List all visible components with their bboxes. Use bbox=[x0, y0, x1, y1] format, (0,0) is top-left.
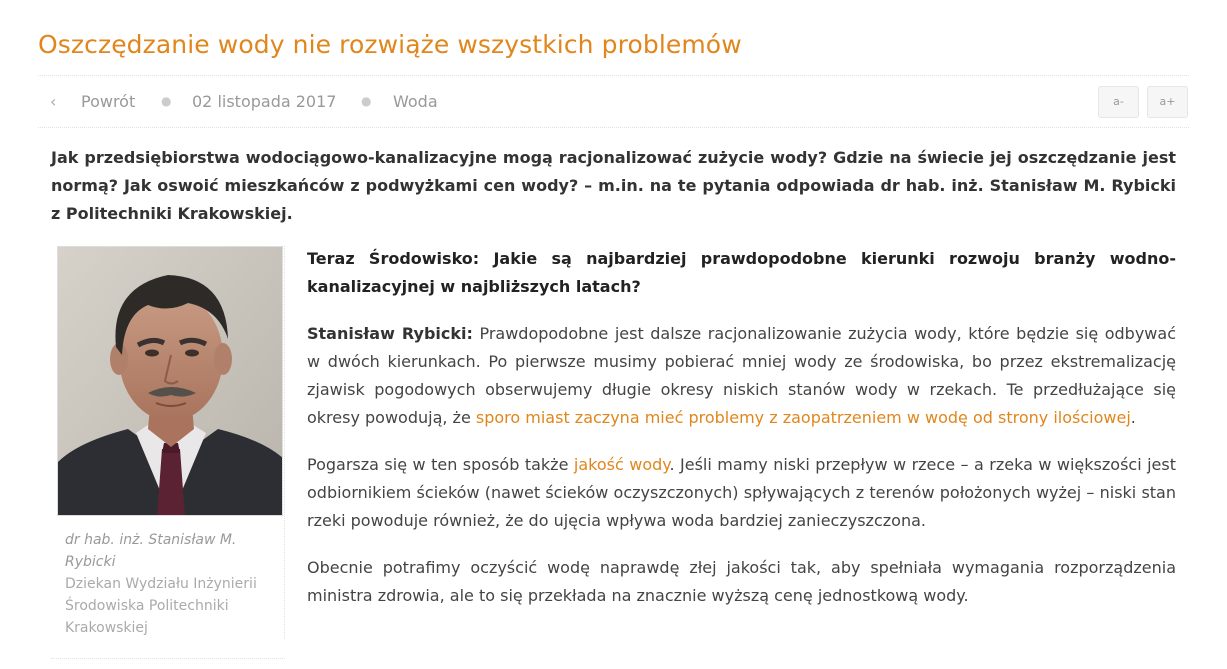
body-paragraph bbox=[307, 451, 1176, 535]
caption-role: Dziekan Wydziału Inżynierii Środowiska Politechniki Krakowskiej bbox=[65, 576, 257, 636]
answer-paragraph bbox=[307, 320, 1176, 432]
paragraph-text: . Jeśli mamy niski przepływ w rzece – a rzeka w większości jest odbiornikiem ścieków (nawet ścieków oczyszczonych) spływających z terenów położonych wyżej – niski stan rzeki powoduje również, że do ujęcia wpływa woda bardziej zanieczyszczona. bbox=[307, 455, 1177, 530]
inline-link-water-quality[interactable]: jakość wody bbox=[573, 455, 670, 474]
body-paragraph: Obecnie potrafimy oczyścić wodę naprawdę złej jakości tak, aby spełniała wymagania rozporządzenia ministra zdrowia, ale to się przekłada na znacznie wyższą cenę jednostkową wody. bbox=[307, 558, 1176, 605]
paragraph-text: Pogarsza się w ten sposób także bbox=[307, 455, 574, 474]
divider bbox=[51, 658, 285, 659]
inline-link-water-supply[interactable]: sporo miast zaczyna mieć problemy z zaopatrzeniem w wodę od strony ilościowej bbox=[475, 408, 1131, 427]
font-decrease-button[interactable]: a- bbox=[1098, 86, 1139, 118]
photo-caption bbox=[51, 516, 284, 639]
article-body bbox=[307, 245, 1176, 629]
back-link[interactable]: Powrót bbox=[81, 92, 136, 111]
author-photo bbox=[57, 246, 283, 516]
author-photo-box bbox=[51, 246, 285, 639]
category-link[interactable]: Woda bbox=[393, 92, 438, 111]
article-date: 02 listopada 2017 bbox=[192, 92, 337, 111]
paragraph-text: . bbox=[1130, 408, 1136, 427]
paragraph-text: Prawdopodobne jest dalsze racjonalizowanie zużycia wody, które będzie się odbywać w dwóch kierunkach. Po pierwsze musimy pobierać mniej wody ze środowiska, bo przez ekstremalizację zjawisk pogodowych obserwujemy długie okresy niskich stanów wody w rzekach. Te przedłużające się okresy powodują, że bbox=[307, 324, 1176, 427]
separator-dot-icon: ● bbox=[161, 94, 172, 108]
speaker-name: Stanisław Rybicki: bbox=[307, 324, 473, 343]
article-lead: Jak przedsiębiorstwa wodociągowo-kanalizacyjne mogą racjonalizować zużycie wody? Gdzie na świecie jej oszczędzanie jest normą? Jak oswoić mieszkańców z podwyżkami cen wody? – m.in. na te pytania odpowiada dr hab. inż. Stanisław M. Rybicki z Politechniki Krakowskiej. bbox=[51, 148, 1176, 223]
article-meta-bar bbox=[38, 75, 1189, 128]
chevron-left-icon[interactable]: ‹ bbox=[50, 92, 57, 111]
caption-name: dr hab. inż. Stanisław M. Rybicki bbox=[65, 532, 237, 570]
separator-dot-icon: ● bbox=[361, 94, 372, 108]
font-increase-button[interactable]: a+ bbox=[1147, 86, 1188, 118]
portrait-image bbox=[58, 247, 283, 516]
interview-question: Teraz Środowisko: Jakie są najbardziej prawdopodobne kierunki rozwoju branży wodno-kanalizacyjnej w najbliższych latach? bbox=[307, 249, 1176, 296]
article-title: Oszczędzanie wody nie rozwiąże wszystkich problemów bbox=[38, 30, 742, 59]
